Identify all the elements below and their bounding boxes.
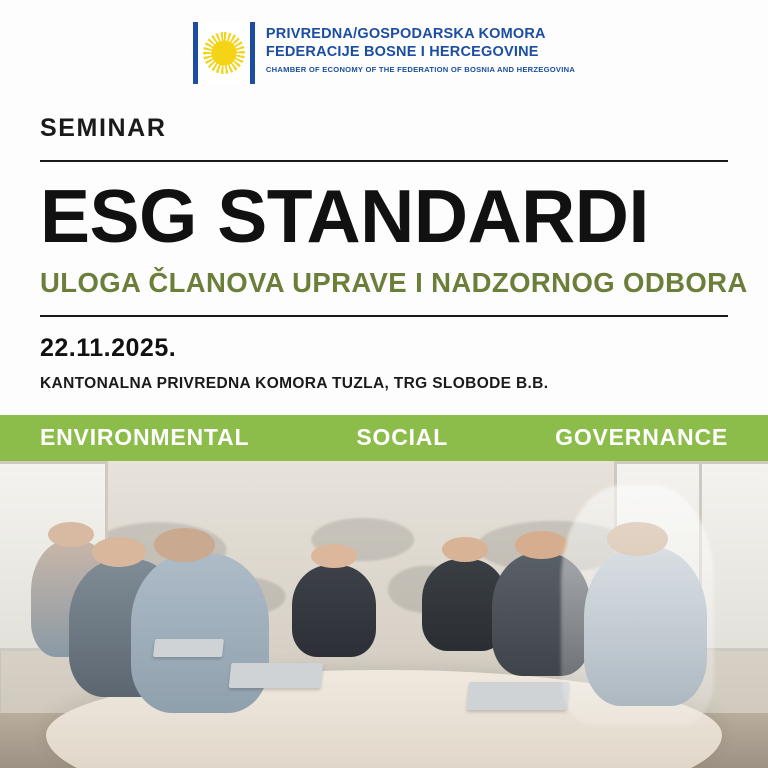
header [0,0,768,84]
photo-person-2-head [92,537,146,566]
photo-laptop-2 [467,682,570,710]
divider-top [40,160,728,162]
org-line-2: FEDERACIJE BOSNE I HERCEGOVINE [265,43,539,60]
event-date: 22.11.2025. [40,333,177,362]
poster-content [0,84,768,393]
photo-person-6-head [515,531,569,559]
band-item-environmental: ENVIRONMENTAL [40,424,250,450]
event-venue: KANTONALNA PRIVREDNA KOMORA TUZLA, TRG SLOBODE B.B. [40,374,549,392]
band-item-social: SOCIAL [356,424,449,450]
event-kicker: SEMINAR [40,114,167,142]
organization-logo [193,22,575,84]
organization-name [266,22,575,74]
org-line-1: PRIVREDNA/GOSPODARSKA KOMORA [265,26,546,42]
band-item-governance: GOVERNANCE [555,424,728,450]
sun-emblem-icon [193,22,255,84]
photo-person-5-head [442,537,488,562]
page-title: ESG STANDARDI [40,174,649,258]
photo-foreground-figure [561,485,715,725]
divider-bottom [40,315,728,317]
photo-person-1-head [48,522,94,547]
business-meeting-photo [0,461,768,768]
photo-person-3 [131,553,269,713]
photo-laptop-3 [153,639,224,657]
photo-person-4-head [311,544,357,569]
sun-rays-icon [203,32,245,74]
photo-laptop-1 [229,663,324,688]
org-line-3: CHAMBER OF ECONOMY OF THE FEDERATION OF BOSNIA AND HERZEGOVINA [265,65,576,75]
photo-person-4 [292,565,376,657]
esg-band [0,415,768,461]
photo-person-3-head [154,528,215,562]
page-subtitle: ULOGA ČLANOVA UPRAVE I NADZORNOG ODBORA [40,266,748,298]
